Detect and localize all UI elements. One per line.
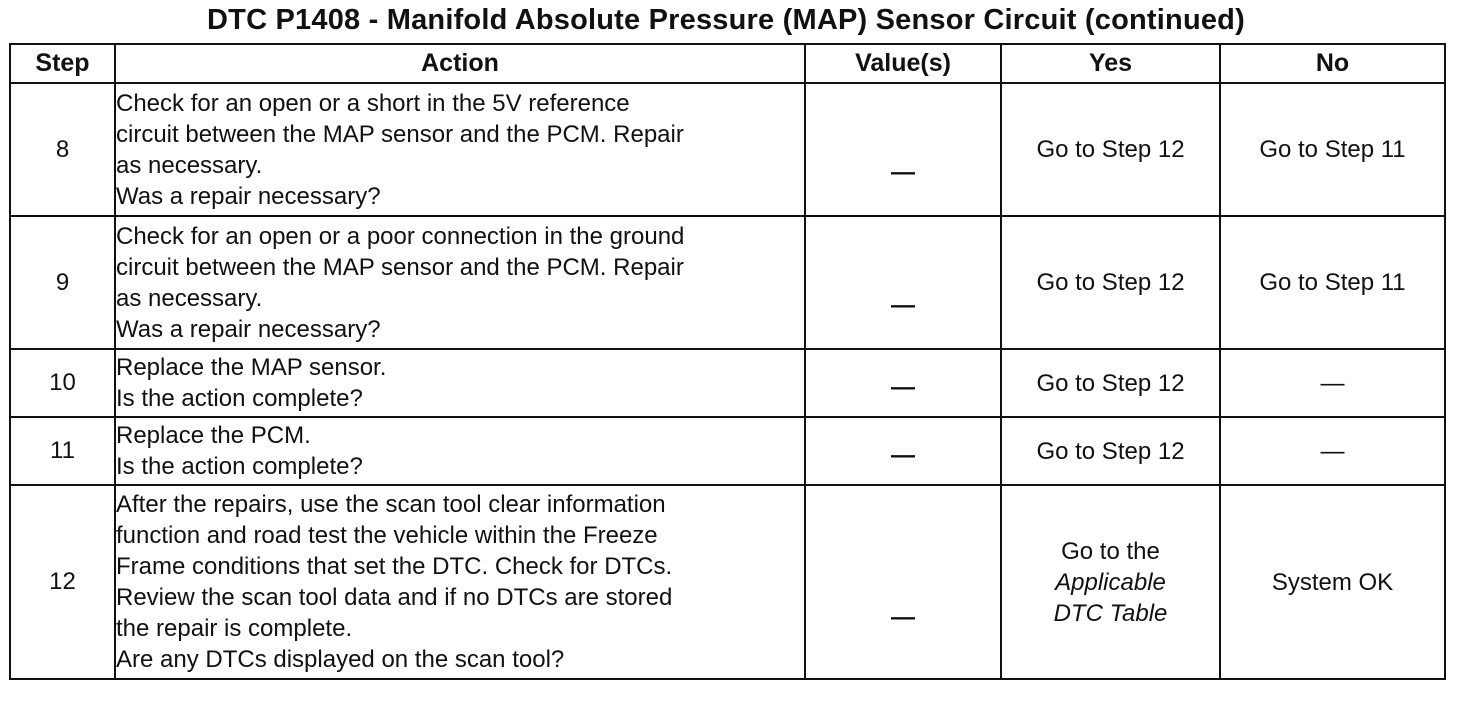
table-row-step-8 xyxy=(10,83,1445,216)
action-line: Check for an open or a poor connection in the ground xyxy=(116,222,685,250)
header-action: Action xyxy=(115,44,805,83)
action-cell xyxy=(115,417,805,485)
action-line: Check for an open or a short in the 5V reference xyxy=(116,89,630,117)
action-question: Are any DTCs displayed on the scan tool? xyxy=(116,646,565,673)
action-question: Is the action complete? xyxy=(116,453,363,480)
table-row-step-12 xyxy=(10,485,1445,679)
header-values: Value(s) xyxy=(805,44,1001,83)
action-line: Replace the MAP sensor. xyxy=(116,354,387,381)
step-number: 9 xyxy=(10,216,115,349)
table-row-step-9 xyxy=(10,216,1445,349)
value-cell xyxy=(805,417,1001,485)
no-cell: Go to Step 11 xyxy=(1220,216,1445,349)
value-cell xyxy=(805,349,1001,417)
no-cell: Go to Step 11 xyxy=(1220,83,1445,216)
value-dash: — xyxy=(891,374,915,401)
yes-cell: Go to Step 12 xyxy=(1001,83,1220,216)
applicable-dtc-table-reference: Applicable xyxy=(1055,568,1166,596)
value-dash: — xyxy=(891,442,915,469)
action-cell xyxy=(115,216,805,349)
step-number: 10 xyxy=(10,349,115,417)
step-number: 8 xyxy=(10,83,115,216)
action-line: Review the scan tool data and if no DTCs are stored xyxy=(116,584,673,611)
table-row-step-10 xyxy=(10,349,1445,417)
value-cell xyxy=(805,83,1001,216)
no-cell: — xyxy=(1220,417,1445,485)
action-line: circuit between the MAP sensor and the PCM. Repair xyxy=(116,253,684,281)
action-line: as necessary. xyxy=(116,284,263,312)
action-line: the repair is complete. xyxy=(116,615,353,642)
header-no: No xyxy=(1220,44,1445,83)
page-title: DTC P1408 - Manifold Absolute Pressure (MAP) Sensor Circuit (continued) xyxy=(207,4,1245,36)
action-cell xyxy=(115,485,805,679)
action-line: circuit between the MAP sensor and the PCM. Repair xyxy=(116,120,684,148)
no-cell: — xyxy=(1220,349,1445,417)
step-number: 11 xyxy=(10,417,115,485)
no-cell: System OK xyxy=(1220,485,1445,679)
yes-cell: Go to Step 12 xyxy=(1001,417,1220,485)
action-line: as necessary. xyxy=(116,151,263,179)
action-line: function and road test the vehicle within the Freeze xyxy=(116,522,658,549)
header-yes: Yes xyxy=(1001,44,1220,83)
value-dash: — xyxy=(891,604,915,631)
action-line: After the repairs, use the scan tool clear information xyxy=(116,491,666,518)
yes-cell: Go to Step 12 xyxy=(1001,216,1220,349)
yes-line: Go to the xyxy=(1061,537,1160,565)
action-cell xyxy=(115,349,805,417)
step-number: 12 xyxy=(10,485,115,679)
action-question: Was a repair necessary? xyxy=(116,182,381,210)
value-dash: — xyxy=(891,158,915,186)
header-row xyxy=(10,44,1445,83)
action-line: Replace the PCM. xyxy=(116,422,311,449)
applicable-dtc-table-reference: DTC Table xyxy=(1053,599,1168,627)
table-row-step-11 xyxy=(10,417,1445,485)
action-question: Was a repair necessary? xyxy=(116,315,381,343)
diagnostic-table xyxy=(9,43,1446,680)
yes-cell: Go to Step 12 xyxy=(1001,349,1220,417)
value-dash: — xyxy=(891,291,915,319)
value-cell xyxy=(805,485,1001,679)
yes-cell xyxy=(1001,485,1220,679)
action-cell xyxy=(115,83,805,216)
header-step: Step xyxy=(10,44,115,83)
value-cell xyxy=(805,216,1001,349)
action-question: Is the action complete? xyxy=(116,385,363,412)
action-line: Frame conditions that set the DTC. Check for DTCs. xyxy=(116,553,673,580)
